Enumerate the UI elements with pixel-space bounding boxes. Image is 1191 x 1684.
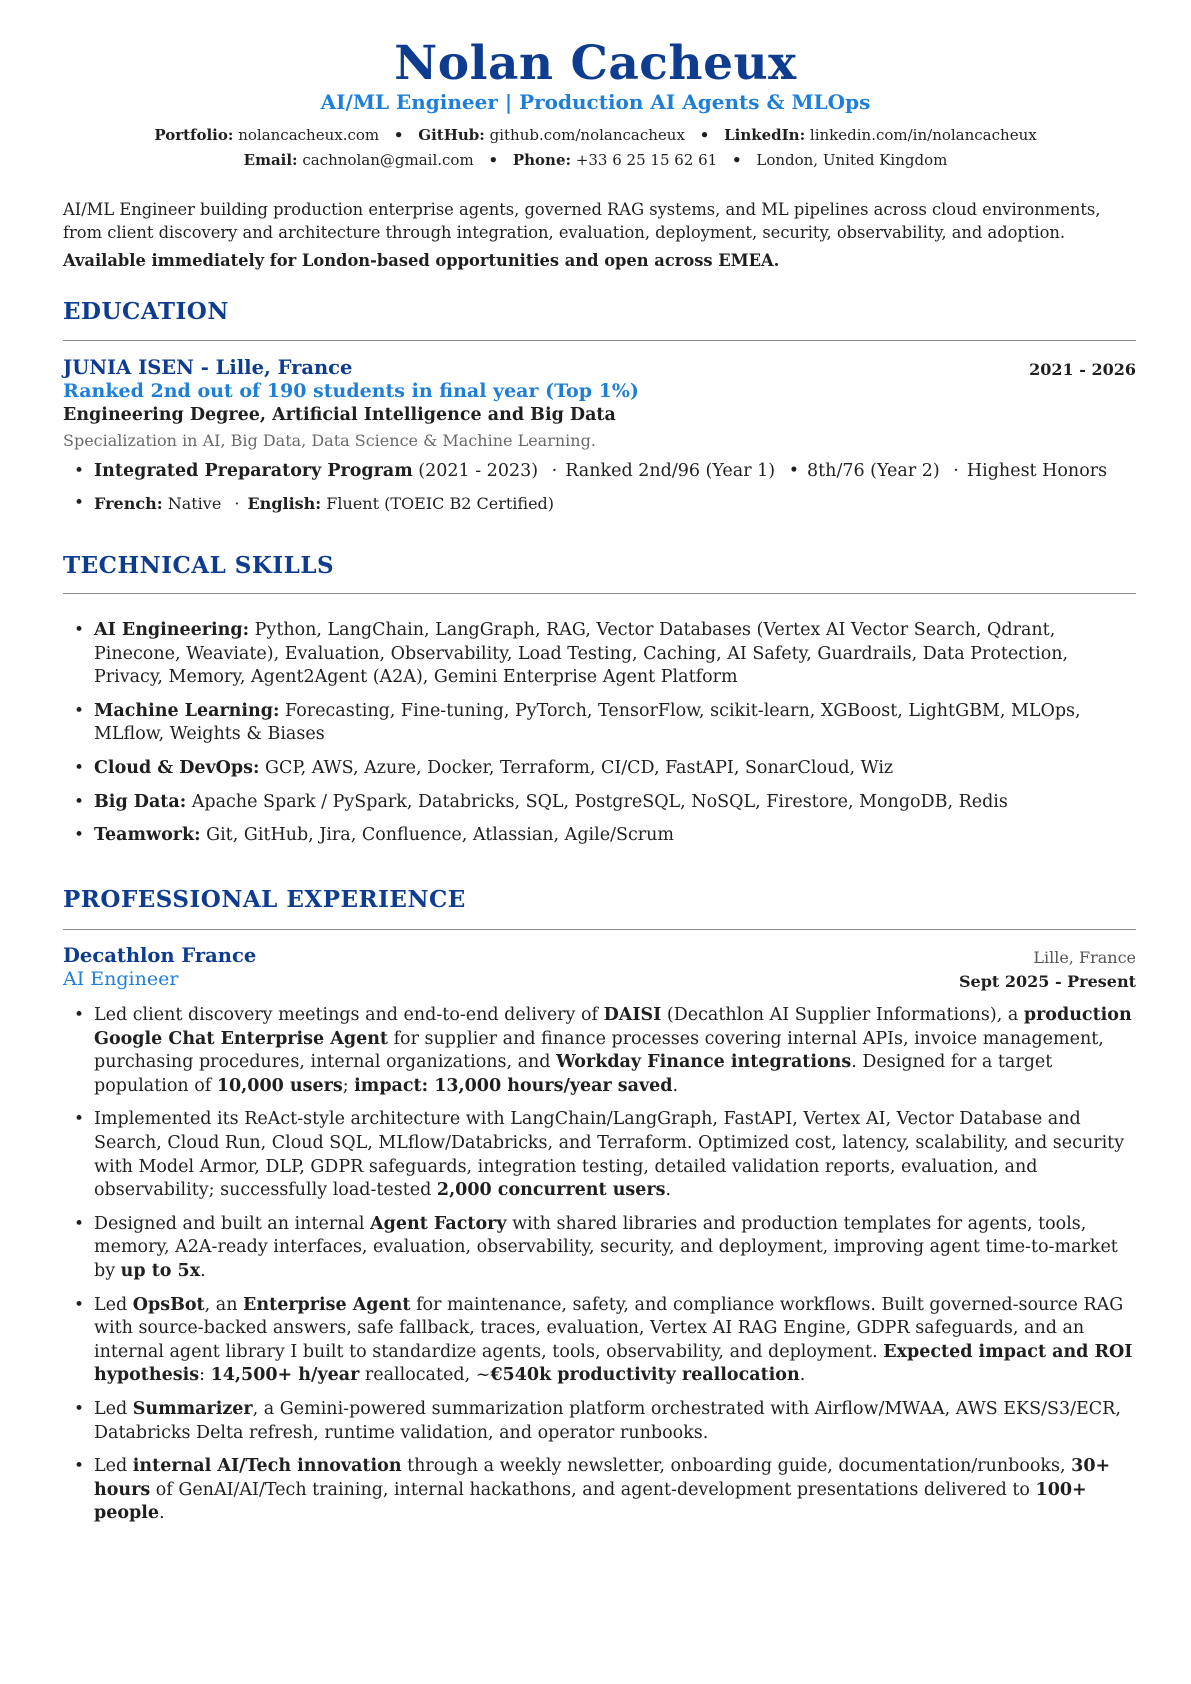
skill-item	[63, 757, 1138, 781]
dot-separator: ·	[551, 461, 558, 481]
dot-separator: ·	[234, 494, 240, 513]
prep-years: (2021 - 2023)	[412, 461, 539, 481]
degree-title: Engineering Degree, Artificial Intelligence and Big Data	[63, 405, 616, 425]
prep-honors: Highest Honors	[966, 461, 1108, 481]
experience-item: • Designed and built an internal Agent Factory with shared libraries and production templates for agents, tools, memory, A2A-ready interfaces, evaluation, observability, security, and deployment, improving agent time-to-market by up to 5x.	[63, 1213, 1138, 1284]
email-label: Email:	[243, 151, 298, 169]
portfolio-label: Portfolio:	[154, 126, 234, 144]
skill-item	[63, 619, 1138, 690]
skill-item	[63, 791, 1138, 815]
company-location: Lille, France	[1033, 948, 1136, 967]
specialization: Specialization in AI, Big Data, Data Science & Machine Learning.	[63, 431, 596, 450]
experience-item: • Led internal AI/Tech innovation through a weekly newsletter, onboarding guide, documentation/runbooks, 30+ hours of GenAI/AI/Tech training, internal hackathons, and agent-development presentations delivered to 100+ people.	[63, 1455, 1138, 1526]
summary-text: AI/ML Engineer building production enterprise agents, governed RAG systems, and ML pipelines across cloud environments, from client discovery and architecture through integration, evaluation, deployment, security, observability, and adoption.	[63, 200, 1101, 242]
skill-item	[63, 824, 1138, 848]
skills-list	[63, 619, 1138, 848]
skill-label: Teamwork:	[94, 825, 201, 846]
phone-number[interactable]: +33 6 25 15 62 61	[575, 151, 718, 169]
candidate-name: Nolan Cacheux	[394, 36, 797, 91]
contact-line-2	[0, 150, 1191, 170]
company-name: Decathlon France	[63, 944, 257, 967]
skill-label: Machine Learning:	[94, 700, 280, 721]
separator: •	[488, 151, 499, 169]
email-link[interactable]: cachnolan@gmail.com	[302, 151, 474, 169]
contact-line-1	[0, 125, 1191, 145]
education-dates: 2021 - 2026	[1029, 360, 1136, 379]
english-label: English:	[247, 494, 322, 513]
separator: •	[731, 151, 742, 169]
skill-value: Apache Spark / PySpark, Databricks, SQL, PostgreSQL, NoSQL, Firestore, MongoDB, Redis	[186, 791, 1008, 812]
dot-separator: ·	[953, 461, 959, 481]
bullet-separator: •	[788, 461, 800, 481]
experience-item: • Led Summarizer, a Gemini-powered summarization platform orchestrated with Airflow/MWAA, AWS EKS/S3/ECR, Databricks Delta refresh, runtime validation, and operator runbooks.	[63, 1398, 1138, 1445]
linkedin-label: LinkedIn:	[724, 126, 806, 144]
experience-item: • Led client discovery meetings and end-to-end delivery of DAISI (Decathlon AI Supplier Informations), a production Google Chat Enterprise Agent for supplier and finance processes covering internal APIs, invoice management, purchasing procedures, internal organizations, and Workday Finance integrations. Designed for a target population of 10,000 users; impact: 13,000 hours/year saved.	[63, 1004, 1138, 1098]
english-level: Fluent (TOEIC B2 Certified)	[326, 494, 555, 513]
section-divider	[63, 929, 1136, 930]
skill-label: Big Data:	[94, 791, 187, 812]
education-section-title: EDUCATION	[63, 298, 229, 325]
skill-value: Python, LangChain, LangGraph, RAG, Vector Databases (Vertex AI Vector Search, Qdrant, Pinecone, Weaviate), Evaluation, Observability, Load Testing, Caching, AI Safety, Guardrails, Data Protection, Privacy, Memory, Agent2Agent (A2A), Gemini Enterprise Agent Platform	[94, 620, 1069, 688]
github-link[interactable]: github.com/nolancacheux	[489, 126, 685, 144]
prep-rank-year1: Ranked 2nd/96 (Year 1)	[565, 461, 776, 481]
french-level: Native	[167, 494, 222, 513]
github-label: GitHub:	[418, 126, 485, 144]
school-name: JUNIA ISEN - Lille, France	[63, 356, 353, 379]
skill-item	[63, 700, 1138, 747]
class-ranking: Ranked 2nd out of 190 students in final year (Top 1%)	[63, 380, 639, 402]
list-item	[63, 460, 1138, 484]
portfolio-link[interactable]: nolancacheux.com	[238, 126, 380, 144]
separator: •	[699, 126, 710, 144]
skill-value: Forecasting, Fine-tuning, PyTorch, TensorFlow, scikit-learn, XGBoost, LightGBM, MLOps, MLflow, Weights & Biases	[94, 700, 1081, 745]
location-text: London, United Kingdom	[756, 151, 948, 169]
experience-item: • Led OpsBot, an Enterprise Agent for maintenance, safety, and compliance workflows. Built governed-source RAG with source-backed answers, safe fallback, traces, evaluation, Vertex AI RAG Engine, GDPR safeguards, and an internal agent library I built to standardize agents, tools, observability, and deployment. Expected impact and ROI hypothesis: 14,500+ h/year reallocated, ~€540k productivity reallocation.	[63, 1294, 1138, 1388]
job-title: AI Engineer	[63, 968, 179, 990]
experience-section-title: PROFESSIONAL EXPERIENCE	[63, 886, 466, 913]
availability-text: Available immediately for London-based opportunities and open across EMEA.	[63, 251, 780, 270]
prep-program-label: Integrated Preparatory Program	[94, 461, 413, 481]
language-bullets	[63, 492, 1138, 516]
skills-section-title: TECHNICAL SKILLS	[63, 552, 335, 579]
french-label: French:	[94, 494, 163, 513]
separator: •	[393, 126, 404, 144]
skill-label: AI Engineering:	[94, 620, 250, 640]
list-item	[63, 492, 1138, 516]
job-dates: Sept 2025 - Present	[958, 972, 1136, 991]
education-bullets	[63, 460, 1138, 484]
experience-bullets	[63, 1004, 1138, 1526]
section-divider	[63, 593, 1136, 594]
skill-label: Cloud & DevOps:	[94, 757, 260, 778]
headline: AI/ML Engineer | Production AI Agents & MLOps	[320, 90, 871, 114]
skill-value: Git, GitHub, Jira, Confluence, Atlassian, Agile/Scrum	[200, 825, 674, 846]
phone-label: Phone:	[512, 151, 572, 169]
prep-rank-year2: 8th/76 (Year 2)	[807, 461, 940, 481]
experience-item: • Implemented its ReAct-style architecture with LangChain/LangGraph, FastAPI, Vertex AI, Vector Database and Search, Cloud Run, Cloud SQL, MLflow/Databricks, and Terraform. Optimized cost, latency, scalability, and security with Model Armor, DLP, GDPR safeguards, integration testing, detailed validation reports, evaluation, and observability; successfully load-tested 2,000 concurrent users.	[63, 1108, 1138, 1202]
section-divider	[63, 340, 1136, 341]
skill-value: GCP, AWS, Azure, Docker, Terraform, CI/CD, FastAPI, SonarCloud, Wiz	[259, 757, 894, 778]
linkedin-link[interactable]: linkedin.com/in/nolancacheux	[809, 126, 1037, 144]
